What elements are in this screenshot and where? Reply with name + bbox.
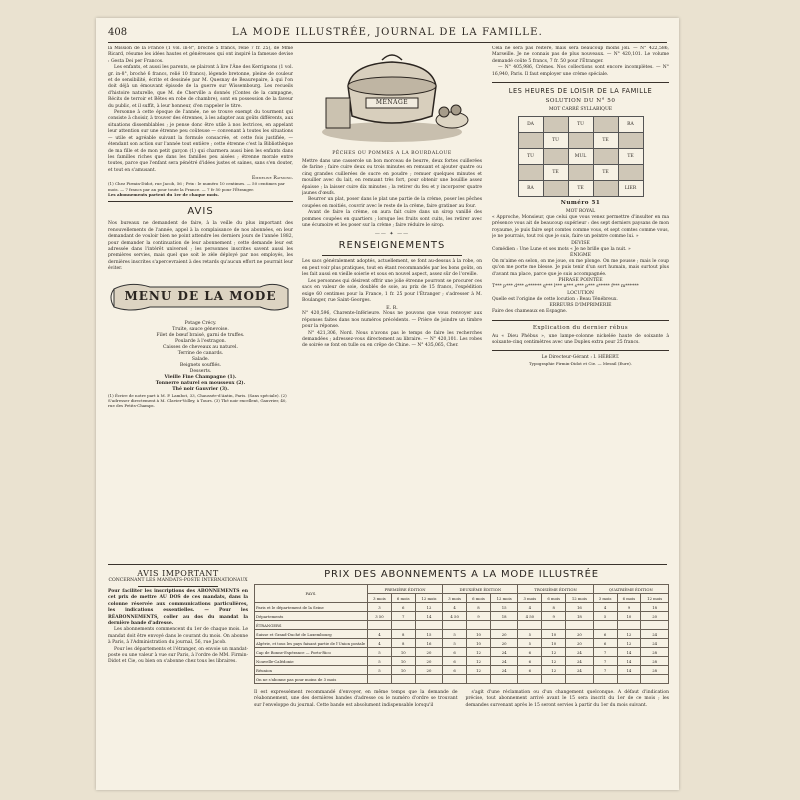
price-cell: 20	[490, 630, 518, 639]
kitchen-still-life-illustration	[302, 46, 482, 148]
column-middle	[302, 46, 482, 561]
price-cell: 6	[443, 666, 467, 675]
grid-cell	[518, 165, 543, 181]
price-cell	[566, 675, 594, 684]
price-cell	[443, 621, 467, 630]
mot-royal-heading: MOT ROYAL	[565, 209, 596, 215]
price-cell	[542, 675, 566, 684]
table-row	[255, 666, 669, 675]
paragraph: Les personnes qui désirent offrir une jolie étrenne pourront se procurer ces sacs en valeur de soie, doublés de soie, au prix de 15 francs, l'expédition exige 60 centimes pour la France, 1 fr. 25 pour l'Étranger ; s'adresser à M. Boulanger, rue Saint-Georges.	[302, 278, 482, 303]
grid-cell	[568, 133, 593, 149]
devise-heading: DEVISE	[571, 240, 590, 246]
price-cell: 24	[566, 657, 594, 666]
price-cell: 10	[391, 666, 415, 675]
paragraph: Mettre dans une casserole un bon morceau de beurre, deux fortes cuillerées de farine ; faire cuire deux ou trois minutes en remuant et ajouter quatre ou cinq grandes cuillerées de sucre en poudre ; remuer quelques minutes et mouiller avec du lait, en remuant très fort, pour obtenir une bouillie assez épaisse ; la laisser cuire dix minutes ; la retirer du feu et y incorporer quatre jaunes d'œufs.	[302, 159, 482, 197]
grid-cell: TE	[543, 165, 568, 181]
price-cell: 20	[415, 648, 443, 657]
paragraph: Cela ne sera pas réitéré, mais sera beaucoup moins joli. — N° 422,586, Marseille. Je ne connais pas de plus nouveaux. — N° 420,101. Le volume demandé coûte 5 francs, 7 fr. 50 pour l'Étranger.	[492, 46, 669, 64]
column-right	[492, 46, 669, 561]
period-header: 3 mois	[443, 594, 467, 603]
paragraph: la Mission de la France (1 vol. in-8°, broché 5 francs, relié 7 fr. 25), de Mme Ricard, résume les idées hautes et généreuses qui ont inspiré la fameuse devise : Gesta Dei per Francos.	[108, 46, 293, 64]
price-cell: 24	[566, 648, 594, 657]
table-row	[255, 603, 669, 612]
price-cell: 10	[467, 630, 491, 639]
price-cell: 4	[518, 603, 542, 612]
avis-heading: AVIS	[187, 206, 214, 218]
table-row	[255, 675, 669, 684]
price-cell: 6	[518, 666, 542, 675]
page-number: 408	[108, 27, 128, 38]
grid-cell: TU	[543, 133, 568, 149]
recipe-title: PÊCHES OU POMMES A LA BOURDALOUE	[332, 151, 452, 156]
price-table-body	[255, 603, 669, 684]
price-cell: 18	[566, 612, 594, 621]
erreurs-heading: ERREURS D'IMPRIMERIE	[549, 303, 612, 309]
price-cell: 12	[467, 657, 491, 666]
price-cell: 6	[518, 648, 542, 657]
price-cell: 24	[566, 666, 594, 675]
table-row	[255, 648, 669, 657]
menage-label: MÉNAGE	[375, 99, 409, 106]
price-cell: 4 50	[443, 612, 467, 621]
grid-cell: TE	[618, 149, 643, 165]
period-header: 3 mois	[518, 594, 542, 603]
footnote: (1) Chez Firmin-Didot, rue Jacob, 56 ; Prix : le numéro 10 centimes. — 50 centimes par mois. — 7 francs par an pour toute la France. — 7 fr 50 pour l'Étranger.	[108, 181, 285, 192]
paragraph: Au « Dieu Phébus », une lampe-colonne nickelée haute de soixante à soixante-cinq centimètres avec une Duplex extra pour 25 francs.	[492, 333, 669, 345]
price-cell: 5	[368, 657, 392, 666]
price-cell: 20	[566, 639, 594, 648]
price-cell: 8	[467, 603, 491, 612]
menu-notes: (1) Écrire de notre part à M. P. Lambot, 33, Chaussée-d'Antin, Paris. (Sans spéciale). (2) S'adresser directement à M. Clavier-Volley, à Tours. (3) Thé noir excellent, Gauvrier, 40, rue des Petits-Champs.	[108, 392, 287, 409]
country-cell: Cap de Bonne-Espérance — Porto-Rico	[255, 648, 368, 657]
grid-cell	[543, 117, 568, 133]
price-cell: 12	[617, 630, 641, 639]
price-cell: 4	[593, 603, 617, 612]
locution-heading: LOCUTION	[567, 290, 594, 296]
solution-heading: SOLUTION DU N° 50	[545, 98, 616, 105]
grid-cell	[543, 181, 568, 197]
price-cell: 24	[490, 666, 518, 675]
price-cell: 14	[617, 648, 641, 657]
grid-cell: DA	[518, 117, 543, 133]
price-cell: 18	[490, 612, 518, 621]
price-cell: 12	[467, 666, 491, 675]
price-cell: 4	[443, 603, 467, 612]
paragraph: Il est expressément recommandé d'envoyer, en même temps que la demande de réabonnement, une des dernières bandes d'adresse ou le numéro d'ordre se trouvant sur l'enveloppe du journal. Cette bande est absolument indispensable lorsqu'il	[254, 690, 458, 708]
carre-heading: MOT CARRÉ SYLLABIQUE	[548, 107, 613, 113]
price-cell	[368, 675, 392, 684]
paragraph: N° 421,306, Nord. Nous n'avons pas le temps de faire les recherches demandées ; adressez-vous directement au libraire. — N° 420,101. Les robes de soirée se font en tulle ou en crêpe de Chine. — N° 435,065, Cher.	[302, 330, 482, 349]
price-cell: 5	[368, 666, 392, 675]
paragraph: Avant de faire la crème, on aura fait cuire dans un sirop vanillé des pommes coupées en quartiers ; lorsque les fruits sont cuits, les retirer avec une écumoire et les poser sur la crème ; faire réduire le sirop.	[302, 210, 482, 229]
grid-cell: TE	[593, 165, 618, 181]
table-row	[255, 657, 669, 666]
price-cell: 12	[542, 666, 566, 675]
price-cell	[641, 621, 669, 630]
price-cell	[518, 675, 542, 684]
price-cell	[391, 675, 415, 684]
price-cell	[490, 675, 518, 684]
table-row	[255, 630, 669, 639]
price-cell: 6	[593, 639, 617, 648]
avis-important-title: AVIS IMPORTANT	[137, 569, 219, 578]
price-cell	[490, 621, 518, 630]
paragraph: s'agit d'une réclamation ou d'un changement quelconque. A défaut d'indication précise, tout abonnement arrivé avant le 15 sera inscrit du 1er de ce mois ; les demandes survenant après le 15 seront servies à partir du 1er du mois suivant.	[465, 690, 669, 708]
price-cell: 16	[566, 603, 594, 612]
menu-item: Potage Crécy.	[184, 320, 217, 326]
paragraph: Beurrer un plat, poser dans le plat une partie de la crème, poser les pêches coupées en moitiés, couvrir avec le reste de la crème, faire gratiner au four.	[302, 197, 482, 209]
price-cell: 20	[415, 666, 443, 675]
divider	[492, 350, 669, 351]
col-header-pays: PAYS.	[255, 585, 368, 603]
menu-wine: Vieille Fine Champagne (1).	[164, 374, 237, 380]
renseignements-heading: RENSEIGNEMENTS	[338, 240, 446, 252]
price-cell	[617, 621, 641, 630]
price-cell	[617, 675, 641, 684]
price-cell: 3 50	[368, 612, 392, 621]
grid-cell	[618, 133, 643, 149]
price-cell: 10	[467, 639, 491, 648]
menu-item: Caisses de cheveaux au naturel.	[163, 344, 238, 350]
price-cell: 14	[617, 657, 641, 666]
period-header: 3 mois	[593, 594, 617, 603]
price-cell: 6	[518, 657, 542, 666]
price-table-title: PRIX DES ABONNEMENTS A LA MODE ILLUSTRÉE	[324, 569, 599, 580]
menu-item: Beignets soufflés.	[179, 362, 222, 368]
section-divider	[108, 564, 667, 565]
price-cell: 8	[542, 603, 566, 612]
journal-title: LA MODE ILLUSTRÉE, JOURNAL DE LA FAMILLE.	[231, 27, 544, 38]
price-cell: 9	[467, 612, 491, 621]
grid-cell	[618, 165, 643, 181]
avis-important-subtitle: CONCERNANT LES MANDATS-POSTE INTERNATIONAUX	[108, 578, 248, 583]
menu-wine: Thé noir Gauvrier (3).	[172, 386, 229, 392]
divider	[108, 201, 293, 202]
price-cell: 14	[415, 612, 443, 621]
price-cell	[641, 675, 669, 684]
enigme-heading: ÉNIGME	[570, 253, 591, 259]
period-header: 6 mois	[617, 594, 641, 603]
grid-cell	[518, 133, 543, 149]
edition-header: QUATRIÈME ÉDITION	[593, 585, 668, 594]
country-cell: Suisse et Grand-Duché de Luxembourg	[255, 630, 368, 639]
paragraph: Pour faciliter les inscriptions des ABONNEMENTS en cet prix de mettre AU DOS de ces mandats, dans la colonne réservée aux communications particulières, les indications essentielles. — Pour les RÉABONNEMENTS, coller au dos du mandat la dernière bande d'adresse.	[108, 589, 248, 627]
menage-engraving	[302, 46, 482, 148]
divider	[492, 82, 669, 83]
divider	[492, 320, 669, 321]
grid-cell	[593, 117, 618, 133]
menu-item: Terrine de canards.	[177, 350, 224, 356]
grid-cell: TU	[568, 117, 593, 133]
price-cell: 24	[490, 657, 518, 666]
price-cell: 5	[368, 648, 392, 657]
price-table-footer	[254, 690, 669, 709]
paragraph: — N° 405,986, Crémes. Nos collections sont encore incomplètes. — N° 16,940, Paris. Il faut employer une crème spéciale.	[492, 65, 669, 77]
price-cell: 8	[391, 639, 415, 648]
price-cell	[368, 621, 392, 630]
paragraph: Pour les départements et l'étranger, on envoie un mandat-poste ou une valeur à vue sur Paris, à l'ordre de MM. Firmin-Didot et Cie, ou bien on s'abonne chez tous les libraires.	[108, 646, 248, 665]
price-cell: 4	[368, 630, 392, 639]
footnote: Les abonnements partent du 1er de chaque mois.	[108, 191, 219, 197]
price-cell: 5	[593, 612, 617, 621]
price-cell: 6	[443, 657, 467, 666]
period-header: 3 mois	[368, 594, 392, 603]
grid-cell: TU	[518, 149, 543, 165]
price-cell: 10	[542, 639, 566, 648]
loisirs-heading: LES HEURES DE LOISIR DE LA FAMILLE	[508, 87, 653, 96]
price-cell: 12	[617, 639, 641, 648]
period-header: 6 mois	[542, 594, 566, 603]
price-cell: 4 50	[518, 612, 542, 621]
price-cell	[391, 621, 415, 630]
paragraph: Les abonnements commencent du 1er de chaque mois. Le mandat doit être envoyé dans le courant du mois. On abonne à Paris, à l'Administration du journal, 56, rue Jacob.	[108, 627, 248, 646]
period-header: 12 mois	[415, 594, 443, 603]
price-table	[254, 584, 669, 684]
period-header: 12 mois	[490, 594, 518, 603]
price-table-section	[254, 569, 669, 709]
price-cell	[415, 675, 443, 684]
country-cell: Algérie, et tous les pays faisant partie de l'Union postale	[255, 639, 368, 648]
paragraph: Les sacs généralement adoptés, actuellement, se font au-dessus à la robe, on en peut voir plus pratiques, tout en étant recommandés par les bons goûts, on les fait aussi en vieille soierie et sous en nouvel aspect, assez sûr de l'oreille.	[302, 259, 482, 278]
country-cell: On ne s'abonne pas pour moins de 3 mois	[255, 675, 368, 684]
ornament-divider: —— ✦ ——	[374, 231, 410, 238]
price-cell	[566, 621, 594, 630]
price-cell: 6	[593, 630, 617, 639]
price-cell: 9	[617, 603, 641, 612]
price-cell: 15	[490, 603, 518, 612]
paragraph: Comédien : Une Lune et ses mots « Je ne brille que la nuit. »	[492, 246, 631, 252]
country-cell: Nouvelle-Calédonie	[255, 657, 368, 666]
word-square-grid	[518, 116, 644, 197]
price-cell: 7	[391, 612, 415, 621]
price-cell: 28	[641, 666, 669, 675]
menu-banner-title: MENU DE LA MODE	[124, 288, 277, 303]
edition-header: TROISIÈME ÉDITION	[518, 585, 593, 594]
table-row	[255, 639, 669, 648]
grid-cell: MUL	[568, 149, 593, 165]
price-cell: 8	[391, 630, 415, 639]
price-cell: 14	[617, 666, 641, 675]
price-cell	[415, 621, 443, 630]
column-left	[108, 46, 293, 561]
paragraph: T*** p*** d*** e****** q*** l*** n*** s*** p*** s***** f*** m******	[492, 284, 639, 290]
price-cell: 20	[415, 657, 443, 666]
price-cell: 18	[641, 603, 669, 612]
paragraph: « Approche, Monsieur, que celui que vous venez permettre d'insulter en ma présence vous ait de beaucoup supérieur : des sept derniers paysans de mon royaume, je puis faire sept comtes comme vous, et sept comtes comme vous, je ne pourrais, tout roi que je suis, faire un peintre comme lui. »	[492, 215, 669, 240]
signature: E. R.	[386, 306, 398, 312]
menu-item: Salade.	[191, 356, 210, 362]
price-cell: 3	[368, 603, 392, 612]
grid-cell	[543, 149, 568, 165]
price-cell: 4	[368, 639, 392, 648]
grid-cell: RA	[518, 181, 543, 197]
paragraph: Personne à cette époque de l'année, ne se trouve exempt du tourment qui consiste à choisir, à trouver des étrennes, à les adapter aux goûts différents, aux situations dissemblables ; je pense donc être utile à nos lectrices, en appelant leur attention sur une étrenne peu coûteuse — convenant à toutes les situations — utile et agréable suivant la formule consacrée, et cette fois justifiée, — étendant son action sur l'année tout entière ; cette étrenne c'est la Bibliothèque de ma fille et de mon petit garçon (1) qui charmera aussi bien les enfants dans les familles riches que dans les familles peu aisées ; étrenne morale entre toutes, parce que l'enfant sera pénétré d'idées justes et saines, sans s'en douter, et tout en s'amusant.	[108, 110, 293, 173]
price-cell: 20	[566, 630, 594, 639]
menu-item: Poularde à l'estragon.	[174, 338, 227, 344]
menu-item: Desserts.	[189, 368, 212, 374]
price-cell: 5	[443, 630, 467, 639]
edition-header: DEUXIÈME ÉDITION	[443, 585, 518, 594]
printer: Typographie Firmin-Didot et Cie. — Mesnil (Eure).	[529, 361, 632, 367]
price-cell: 24	[641, 630, 669, 639]
price-cell: 12	[542, 648, 566, 657]
table-row	[255, 612, 669, 621]
price-cell	[467, 621, 491, 630]
price-cell: 5	[518, 630, 542, 639]
paragraph: Nos bureaux ne demandent de faire, à la veille du plus important des renouvellements de l'année, appel à la complaisance de nos abonnées, en leur demandant de vouloir bien ne point attendre les derniers jours de l'année 1882, pour demander la continuation de leur abonnement ; cette demande leur est adressée dans l'intérêt universel ; les personnes inscrites savent aussi les premières servies, mais quel que soit le zèle déployé par nos employés, les dernières inscrites s'apercevraient à des retards qu'aucun effort ne pourrait leur éviter.	[108, 221, 293, 272]
grid-cell: TE	[568, 181, 593, 197]
price-cell: 10	[617, 612, 641, 621]
price-cell: 12	[542, 657, 566, 666]
country-cell: ÉTRANGERS	[255, 621, 368, 630]
price-cell: 15	[415, 630, 443, 639]
table-row	[255, 621, 669, 630]
paragraph: On m'aime en selon, on me joue, on me plonge. On me pousse ; mais le coup qu'on me porte me blesse. Je puis tenir d'un sort humain, mais surtout plus d'avant ma place, parce que je suis accompagnée.	[492, 259, 669, 277]
period-header: 12 mois	[641, 594, 669, 603]
price-cell: 10	[542, 630, 566, 639]
period-header: 12 mois	[566, 594, 594, 603]
avis-important	[108, 569, 248, 666]
price-cell: 6	[391, 603, 415, 612]
price-cell: 10	[391, 648, 415, 657]
price-cell	[518, 621, 542, 630]
paragraph: Les enfants, et aussi les parents, se plairont à lire l'Âne des Kerrignons (1 vol. gr. in-8°, broché 6 francs, relié 10 francs), légende bretonne, pleine de couleur et de sensibilité, écrite et dessinée par M. Quesnay de Beaurepaire, à qui l'on doit déjà un émouvant épisode de la guerre sur Wissembourg. Les recueils d'histoire naturelle, que M. de Cherville a donnés (Contes de la campagne, Récits de terroir et Bêtes en robe de chambre), sont en possession de la faveur du public, et il suffit, à leur honneur, d'en rappeler le titre.	[108, 65, 293, 109]
price-cell	[467, 675, 491, 684]
numero-heading: Numéro 51	[560, 200, 601, 207]
grid-cell	[593, 149, 618, 165]
price-cell: 7	[593, 648, 617, 657]
paragraph: N° 420,596, Charente-Inférieure. Nous ne pouvons que vous renvoyer aux réponses faites dans nos numéros précédents. — Prière de joindre un timbre pour la réponse.	[302, 311, 482, 330]
grid-cell: RA	[618, 117, 643, 133]
price-cell: 6	[443, 648, 467, 657]
price-cell: 16	[415, 639, 443, 648]
grid-cell	[593, 181, 618, 197]
period-header: 6 mois	[467, 594, 491, 603]
country-cell: Paris et le département de la Seine	[255, 603, 368, 612]
signature: Emmeline Raymond.	[251, 176, 293, 182]
paragraph: Quelle est l'origine de cette locution : Beau Ténébreux.	[492, 296, 618, 302]
price-cell	[542, 621, 566, 630]
director: Le Directeur-Gérant : I. HÉBERT.	[541, 355, 620, 361]
price-cell	[593, 621, 617, 630]
phrase-heading: PHRASE POINTÉE	[558, 278, 603, 284]
menu-item: Truite, sauce génevoise.	[172, 326, 229, 332]
price-cell: 7	[593, 666, 617, 675]
page	[96, 18, 679, 790]
divider	[138, 586, 218, 587]
price-cell: 20	[641, 612, 669, 621]
price-cell: 28	[641, 648, 669, 657]
period-header: 6 mois	[391, 594, 415, 603]
country-cell: Départements	[255, 612, 368, 621]
menu-banner	[110, 277, 291, 317]
price-cell: 20	[490, 639, 518, 648]
grid-cell: TE	[593, 133, 618, 149]
price-cell: 9	[542, 612, 566, 621]
divider	[322, 255, 462, 256]
price-cell: 12	[415, 603, 443, 612]
price-cell: 5	[443, 639, 467, 648]
edition-header: PREMIÈRE ÉDITION	[368, 585, 443, 594]
menu-item: Filet de bœuf braisé, garni de truffes.	[156, 332, 245, 338]
menu-wine: Tonnerre naturel en mousseux (2).	[155, 380, 246, 386]
price-cell	[593, 675, 617, 684]
price-cell: 24	[641, 639, 669, 648]
price-cell: 28	[641, 657, 669, 666]
rebus-heading: Explication du dernier rébus	[532, 324, 629, 331]
paragraph: Faire des chameaux en Espagne.	[492, 309, 568, 315]
country-cell: Réunion	[255, 666, 368, 675]
grid-cell: LIER	[618, 181, 643, 197]
grid-cell	[568, 165, 593, 181]
price-cell: 24	[490, 648, 518, 657]
price-cell: 7	[593, 657, 617, 666]
price-cell: 5	[518, 639, 542, 648]
page-header	[108, 26, 667, 43]
price-cell: 12	[467, 648, 491, 657]
price-cell	[443, 675, 467, 684]
price-cell: 10	[391, 657, 415, 666]
